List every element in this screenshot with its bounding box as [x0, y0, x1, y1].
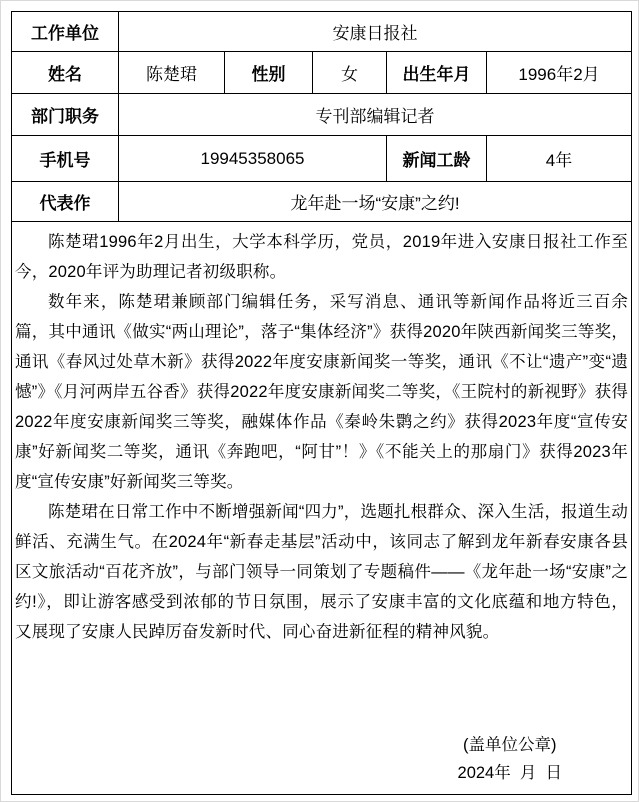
- biography-paragraph-1: 陈楚珺1996年2月出生，大学本科学历，党员，2019年进入安康日报社工作至今，2020年评为助理记者初级职称。: [15, 233, 629, 281]
- name-label: 姓名: [12, 52, 119, 94]
- work-unit-label: 工作单位: [12, 12, 119, 52]
- dept-value: 专刊部编辑记者: [119, 94, 632, 136]
- row-name-gender-birth: [12, 52, 632, 94]
- rep-work-label: 代表作: [12, 182, 119, 222]
- phone-value: 19945358065: [119, 136, 387, 182]
- personnel-form: [11, 11, 631, 795]
- biography-paragraph-2: 数年来，陈楚珺兼顾部门编辑任务，采写消息、通讯等新闻作品将近三百余篇，其中通讯《做实“两山理论”，落子“集体经济”》获得2020年陕西新闻奖三等奖，通讯《春风过处草木新》获得2022年度安康新闻奖一等奖，通讯《不让“遗产”变“遗憾”》《月河两岸五谷香》获得2022年度安康新闻奖二等奖，《王院村的新视野》获得2022年度安康新闻奖三等奖，融媒体作品《秦岭朱鹮之约》获得2023年度“宣传安康”好新闻奖二等奖，通讯《奔跑吧，“阿甘”！》《不能关上的那扇门》获得2023年度“宣传安康”好新闻奖三等奖。: [15, 293, 629, 491]
- gender-label: 性别: [225, 52, 313, 94]
- phone-label: 手机号: [12, 136, 119, 182]
- row-phone-seniority: [12, 136, 632, 182]
- seniority-label: 新闻工龄: [387, 136, 487, 182]
- stamp-block: [458, 731, 563, 787]
- row-work-unit: [12, 12, 632, 52]
- work-unit-value: 安康日报社: [119, 12, 632, 52]
- biography-body: [12, 223, 631, 793]
- row-department: [12, 94, 632, 136]
- dept-label: 部门职务: [12, 94, 119, 136]
- rep-work-value: 龙年赴一场“安康”之约!: [119, 182, 632, 222]
- date-line: 2024年 月 日: [457, 764, 563, 782]
- seniority-value: 4年: [487, 136, 632, 182]
- row-representative-work: [12, 182, 632, 222]
- biography-paragraph-3: 陈楚珺在日常工作中不断增强新闻“四力”，选题扎根群众、深入生活，报道生动鲜活、充满生气。在2024年“新春走基层”活动中，该同志了解到龙年新春安康各县区文旅活动“百花齐放”，与部门领导一同策划了专题稿件——《龙年赴一场“安康”之约!》，即让游客感受到浓郁的节日氛围，展示了安康丰富的文化底蕴和地方特色，又展现了安康人民踔厉奋发新时代、同心奋进新征程的精神风貌。: [15, 503, 629, 641]
- biography-paragraphs: [15, 227, 628, 647]
- birth-label: 出生年月: [387, 52, 487, 94]
- form-table: [11, 11, 632, 795]
- biography-cell: [12, 222, 632, 795]
- row-biography: [12, 222, 632, 795]
- name-value: 陈楚珺: [119, 52, 225, 94]
- birth-value: 1996年2月: [487, 52, 632, 94]
- stamp-note: (盖单位公章): [463, 736, 557, 754]
- gender-value: 女: [313, 52, 387, 94]
